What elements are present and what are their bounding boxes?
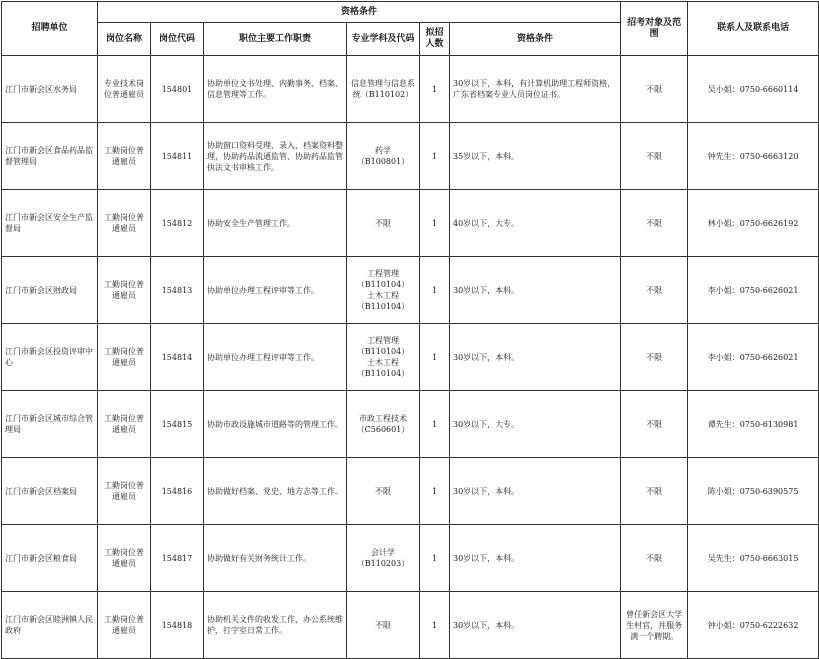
cell-contact: 李小姐：0750-6626021 xyxy=(688,324,819,391)
cell-requirements: 30岁以下，本科。 xyxy=(450,324,621,391)
cell-position: 工勤岗位普通雇员 xyxy=(98,458,151,525)
cell-position: 工勤岗位普通雇员 xyxy=(98,123,151,190)
cell-unit: 江门市新会区财政局 xyxy=(2,257,98,324)
cell-unit: 江门市新会区睦洲镇人民政府 xyxy=(2,592,98,659)
cell-count: 1 xyxy=(420,458,450,525)
cell-requirements: 30岁以下，本科。 xyxy=(450,525,621,592)
cell-scope: 曾任新会区大学生村官，并服务满一个聘期。 xyxy=(621,592,688,659)
cell-duties: 协助单位文书处理、内勤事务、档案、信息管理等工作。 xyxy=(204,56,347,123)
table-row xyxy=(2,525,819,592)
cell-requirements: 30岁以下，本科。 xyxy=(450,458,621,525)
cell-major: 信息管理与信息系统（B110102） xyxy=(347,56,420,123)
cell-position: 工勤岗位普通雇员 xyxy=(98,190,151,257)
header-qualification-group: 资格条件 xyxy=(98,2,621,23)
cell-unit: 江门市新会区水务局 xyxy=(2,56,98,123)
cell-requirements: 30岁以下，本科。 xyxy=(450,592,621,659)
cell-code: 154813 xyxy=(151,257,204,324)
cell-code: 154811 xyxy=(151,123,204,190)
cell-count: 1 xyxy=(420,391,450,458)
header-scope: 招考对象及范围 xyxy=(621,2,688,56)
table-row xyxy=(2,257,819,324)
cell-major: 会计学 （B110203） xyxy=(347,525,420,592)
cell-unit: 江门市新会区粮食局 xyxy=(2,525,98,592)
cell-count: 1 xyxy=(420,525,450,592)
cell-scope: 不限 xyxy=(621,458,688,525)
cell-code: 154818 xyxy=(151,592,204,659)
cell-duties: 协助市政设施城市道路等的管理工作。 xyxy=(204,391,347,458)
cell-scope: 不限 xyxy=(621,324,688,391)
cell-code: 154815 xyxy=(151,391,204,458)
table-row xyxy=(2,458,819,525)
cell-position: 工勤岗位普通雇员 xyxy=(98,257,151,324)
cell-major: 工程管理 （B110104） 土木工程 （B110104） xyxy=(347,257,420,324)
cell-requirements: 35岁以下，本科。 xyxy=(450,123,621,190)
table-row xyxy=(2,123,819,190)
cell-code: 154801 xyxy=(151,56,204,123)
cell-unit: 江门市新会区档案局 xyxy=(2,458,98,525)
cell-unit: 江门市新会区城市综合管理局 xyxy=(2,391,98,458)
cell-count: 1 xyxy=(420,592,450,659)
cell-duties: 协助窗口资料受理、录入，档案资料整理，协助药品流通监管、协助药品监管执法文书审核工作。 xyxy=(204,123,347,190)
cell-unit: 江门市新会区安全生产监督局 xyxy=(2,190,98,257)
cell-requirements: 30岁以下，本科，有计算机助理工程师资格，广东省档案专业人员岗位证书。 xyxy=(450,56,621,123)
cell-position: 工勤岗位普通雇员 xyxy=(98,324,151,391)
cell-code: 154816 xyxy=(151,458,204,525)
cell-duties: 协助单位办理工程评审等工作。 xyxy=(204,324,347,391)
header-major: 专业学科及代码 xyxy=(347,23,420,56)
header-unit: 招聘单位 xyxy=(2,2,98,56)
table-row xyxy=(2,391,819,458)
table-row xyxy=(2,56,819,123)
cell-contact: 林小姐：0750-6626192 xyxy=(688,190,819,257)
cell-unit: 江门市新会区食品药品监督管理局 xyxy=(2,123,98,190)
cell-duties: 协助机关文件的收发工作，办公系统维护，打字室日常工作。 xyxy=(204,592,347,659)
cell-count: 1 xyxy=(420,324,450,391)
header-position-name: 岗位名称 xyxy=(98,23,151,56)
cell-position: 工勤岗位普通雇员 xyxy=(98,391,151,458)
cell-contact: 吴小姐：0750-6660114 xyxy=(688,56,819,123)
cell-duties: 协助单位办理工程评审等工作。 xyxy=(204,257,347,324)
cell-scope: 不限 xyxy=(621,123,688,190)
table-header xyxy=(2,2,819,56)
cell-major: 工程管理 （B110104） 土木工程 （B110104） xyxy=(347,324,420,391)
cell-duties: 协助安全生产管理工作。 xyxy=(204,190,347,257)
cell-major: 不限 xyxy=(347,190,420,257)
cell-duties: 协助做好档案、党史、地方志等工作。 xyxy=(204,458,347,525)
cell-requirements: 30岁以下，大专。 xyxy=(450,391,621,458)
cell-scope: 不限 xyxy=(621,391,688,458)
cell-scope: 不限 xyxy=(621,257,688,324)
cell-requirements: 40岁以下，大专。 xyxy=(450,190,621,257)
cell-position: 工勤岗位普通雇员 xyxy=(98,592,151,659)
cell-major: 市政工程技术 （C560601） xyxy=(347,391,420,458)
cell-requirements: 30岁以下，本科。 xyxy=(450,257,621,324)
cell-count: 1 xyxy=(420,190,450,257)
recruitment-table xyxy=(1,1,819,659)
cell-unit: 江门市新会区投资评审中心 xyxy=(2,324,98,391)
cell-code: 154812 xyxy=(151,190,204,257)
table-row xyxy=(2,190,819,257)
cell-position: 工勤岗位普通雇员 xyxy=(98,525,151,592)
cell-scope: 不限 xyxy=(621,525,688,592)
cell-position: 专业技术岗位普通雇员 xyxy=(98,56,151,123)
header-contact: 联系人及联系电话 xyxy=(688,2,819,56)
cell-code: 154814 xyxy=(151,324,204,391)
cell-contact: 吴先生：0750-6663015 xyxy=(688,525,819,592)
cell-duties: 协助做好有关财务统计工作。 xyxy=(204,525,347,592)
cell-scope: 不限 xyxy=(621,56,688,123)
cell-major: 不限 xyxy=(347,592,420,659)
cell-contact: 谭先生：0750-6130981 xyxy=(688,391,819,458)
cell-count: 1 xyxy=(420,123,450,190)
table-row xyxy=(2,324,819,391)
table-body xyxy=(2,56,819,659)
cell-code: 154817 xyxy=(151,525,204,592)
cell-count: 1 xyxy=(420,56,450,123)
header-requirements: 资格条件 xyxy=(450,23,621,56)
cell-contact: 钟先生：0750-6663120 xyxy=(688,123,819,190)
cell-count: 1 xyxy=(420,257,450,324)
cell-contact: 李小姐：0750-6626021 xyxy=(688,257,819,324)
table-row xyxy=(2,592,819,659)
cell-contact: 陈小姐：0750-6390575 xyxy=(688,458,819,525)
header-count: 拟招人数 xyxy=(420,23,450,56)
cell-scope: 不限 xyxy=(621,190,688,257)
header-position-code: 岗位代码 xyxy=(151,23,204,56)
cell-major: 不限 xyxy=(347,458,420,525)
cell-major: 药学 （B100801） xyxy=(347,123,420,190)
cell-contact: 钟小姐：0750-6222632 xyxy=(688,592,819,659)
header-duties: 职位主要工作职责 xyxy=(204,23,347,56)
